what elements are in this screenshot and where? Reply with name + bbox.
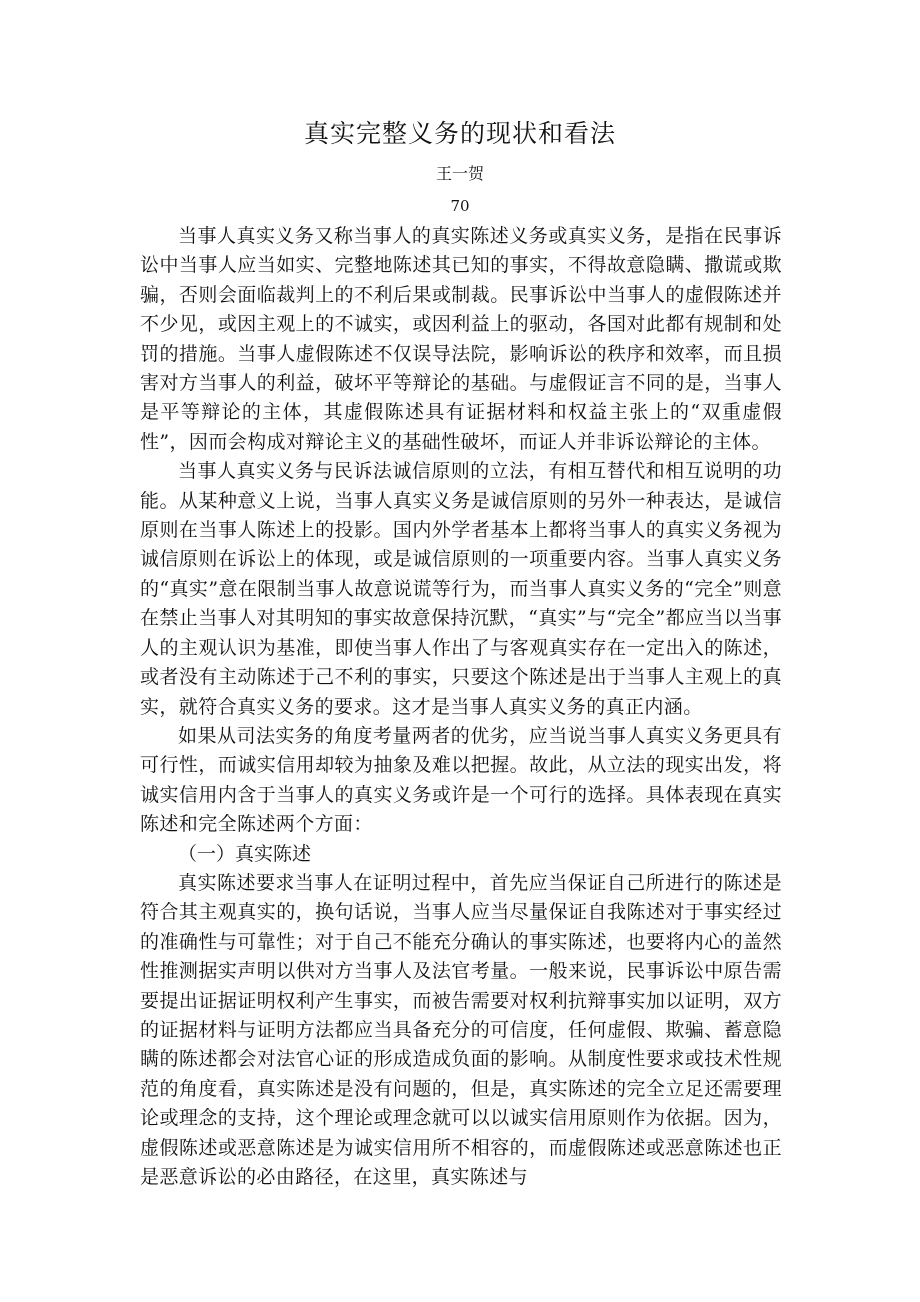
paragraph-2: 当事人真实义务与民诉法诚信原则的立法，有相互替代和相互说明的功能。从某种意义上说，当事人真实义务是诚信原则的另外一种表达，是诚信原则在当事人陈述上的投影。国内外学者基本上都将当事人的真实义务视为诚信原则在诉讼上的体现，或是诚信原则的一项重要内容。当事人真实义务的“真实”意在限制当事人故意说谎等行为，而当事人真实义务的“完全”则意在禁止当事人对其明知的事实故意保持沉默，“真实”与“完全”都应当以当事人的主观认识为基准，即使当事人作出了与客观真实存在一定出入的陈述，或者没有主动陈述于己不利的事实，只要这个陈述是出于当事人主观上的真实，就符合真实义务的要求。这才是当事人真实义务的真正内涵。 (140, 460, 782, 718)
document-body (140, 222, 782, 1192)
section-heading: （一）真实陈述 (178, 842, 312, 865)
paragraph-1: 当事人真实义务又称当事人的真实陈述义务或真实义务，是指在民事诉讼中当事人应当如实、完整地陈述其已知的事实，不得故意隐瞒、撒谎或欺骗，否则会面临裁判上的不利后果或制裁。民事诉讼中当事人的虚假陈述并不少见，或因主观上的不诚实，或因利益上的驱动，各国对此都有规制和处罚的措施。当事人虚假陈述不仅误导法院，影响诉讼的秩序和效率，而且损害对方当事人的利益，破坏平等辩论的基础。与虚假证言不同的是，当事人是平等辩论的主体，其虚假陈述具有证据材料和权益主张上的“双重虚假性”，因而会构成对辩论主义的基础性破坏，而证人并非诉讼辩论的主体。 (140, 225, 782, 453)
paragraph-3: 如果从司法实务的角度考量两者的优劣，应当说当事人真实义务更具有可行性，而诚实信用却较为抽象及难以把握。故此，从立法的现实出发，将诚实信用内含于当事人的真实义务或许是一个可行的选择。具体表现在真实陈述和完全陈述两个方面： (140, 724, 782, 836)
document-author: 王一贺 (435, 164, 484, 183)
document-title: 真实完整义务的现状和看法 (303, 119, 616, 148)
page-number: 70 (450, 197, 470, 215)
paragraph-4: 真实陈述要求当事人在证明过程中，首先应当保证自己所进行的陈述是符合其主观真实的，换句话说，当事人应当尽量保证自我陈述对于事实经过的准确性与可靠性；对于自己不能充分确认的事实陈述，也要将内心的盖然性推测据实声明以供对方当事人及法官考量。一般来说，民事诉讼中原告需要提出证据证明权利产生事实，而被告需要对权利抗辩事实加以证明，双方的证据材料与证明方法都应当具备充分的可信度，任何虚假、欺骗、蓄意隐瞒的陈述都会对法官心证的形成造成负面的影响。从制度性要求或技术性规范的角度看，真实陈述是没有问题的，但是，真实陈述的完全立足还需要理论或理念的支持，这个理论或理念就可以以诚实信用原则作为依据。因为，虚假陈述或恶意陈述是为诚实信用所不相容的，而虚假陈述或恶意陈述也正是恶意诉讼的必由路径，在这里，真实陈述与 (140, 871, 782, 1188)
